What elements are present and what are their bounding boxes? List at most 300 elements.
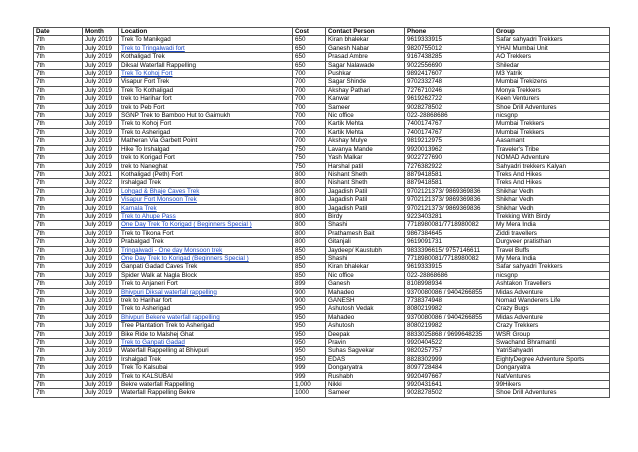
cell-contact-person: Pushkar xyxy=(326,70,405,78)
cell-phone: 8080219982 xyxy=(405,322,494,330)
table-row xyxy=(34,212,610,220)
cell-contact-person: Ganesh Nabar xyxy=(326,44,405,52)
cell-phone: 7718980081/7718980082 xyxy=(405,254,494,262)
cell-location: Irshalgad Trek xyxy=(119,355,293,363)
cell-contact-person: Deepak xyxy=(326,330,405,338)
cell-location: Irshalgad Trek xyxy=(119,179,293,187)
header-month: Month xyxy=(83,28,119,36)
cell-cost: 850 xyxy=(293,271,326,279)
cell-location: trek to Harihar fort xyxy=(119,297,293,305)
cell-phone: 7718980081/7718980082 xyxy=(405,221,494,229)
cell-month: July 2019 xyxy=(83,70,119,78)
cell-date: 7th xyxy=(34,313,83,321)
cell-cost: 950 xyxy=(293,355,326,363)
cell-contact-person: Nishant Sheth xyxy=(326,179,405,187)
cell-month: July 2019 xyxy=(83,103,119,111)
cell-date: 7th xyxy=(34,246,83,254)
cell-location: trek to Peb Fort xyxy=(119,103,293,111)
table-row xyxy=(34,305,610,313)
cell-contact-person: Nic office xyxy=(326,112,405,120)
cell-month: July 2019 xyxy=(83,355,119,363)
cell-cost: 800 xyxy=(293,238,326,246)
cell-phone: 9167438285 xyxy=(405,53,494,61)
cell-contact-person: Gitanjali xyxy=(326,238,405,246)
cell-month: July 2019 xyxy=(83,212,119,220)
cell-phone: 8879418581 xyxy=(405,179,494,187)
table-row xyxy=(34,70,610,78)
cell-cost: 950 xyxy=(293,347,326,355)
cell-phone: 8879418581 xyxy=(405,170,494,178)
cell-phone: 022-28868686 xyxy=(405,112,494,120)
table-row xyxy=(34,372,610,380)
cell-cost: 800 xyxy=(293,196,326,204)
table-row xyxy=(34,112,610,120)
cell-date: 7th xyxy=(34,36,83,44)
cell-month: July 2019 xyxy=(83,389,119,397)
cell-phone: 9619333915 xyxy=(405,263,494,271)
location-link[interactable]: Trek to Tringalwadi fort xyxy=(119,44,293,52)
cell-cost: 700 xyxy=(293,128,326,136)
cell-cost: 950 xyxy=(293,330,326,338)
cell-contact-person: Akshay Mulye xyxy=(326,137,405,145)
cell-contact-person: Nikki xyxy=(326,381,405,389)
location-link[interactable]: Lohgad & Bhaje Caves Trek xyxy=(119,187,293,195)
cell-month: July 2019 xyxy=(83,204,119,212)
cell-cost: 800 xyxy=(293,170,326,178)
location-link[interactable]: Karnala Trek xyxy=(119,204,293,212)
table-row xyxy=(34,339,610,347)
cell-contact-person: Kartik Mehta xyxy=(326,128,405,136)
cell-phone: 9833396615/ 9757146611 xyxy=(405,246,494,254)
cell-date: 7th xyxy=(34,364,83,372)
table-row xyxy=(34,44,610,52)
table-row xyxy=(34,229,610,237)
cell-date: 7th xyxy=(34,53,83,61)
cell-phone: 9619262722 xyxy=(405,95,494,103)
cell-group: AO Trekkers xyxy=(494,53,610,61)
cell-date: 7th xyxy=(34,112,83,120)
cell-month: July 2019 xyxy=(83,238,119,246)
cell-contact-person: Lavanya Mande xyxy=(326,145,405,153)
cell-phone: 7276710246 xyxy=(405,86,494,94)
table-row xyxy=(34,78,610,86)
cell-cost: 800 xyxy=(293,221,326,229)
cell-cost: 850 xyxy=(293,263,326,271)
cell-date: 7th xyxy=(34,355,83,363)
cell-group: WSR Group xyxy=(494,330,610,338)
cell-phone: 9028278502 xyxy=(405,389,494,397)
cell-cost: 800 xyxy=(293,229,326,237)
cell-phone: 9920431641 xyxy=(405,381,494,389)
cell-group: Midas Adventure xyxy=(494,288,610,296)
cell-date: 7th xyxy=(34,280,83,288)
table-row xyxy=(34,313,610,321)
cell-location: trek to Naneghat xyxy=(119,162,293,170)
cell-cost: 700 xyxy=(293,70,326,78)
cell-month: July 2019 xyxy=(83,297,119,305)
cell-phone: 8833025868 / 9699648235 xyxy=(405,330,494,338)
cell-phone: 8828302999 xyxy=(405,355,494,363)
table-row xyxy=(34,145,610,153)
cell-month: July 2019 xyxy=(83,330,119,338)
cell-month: July 2019 xyxy=(83,263,119,271)
cell-contact-person: Kartik Mehta xyxy=(326,120,405,128)
cell-cost: 700 xyxy=(293,78,326,86)
cell-phone: 8097728484 xyxy=(405,364,494,372)
cell-month: July 2019 xyxy=(83,112,119,120)
cell-location: Ganpati Gadad Caves Trek xyxy=(119,263,293,271)
cell-cost: 900 xyxy=(293,297,326,305)
cell-date: 7th xyxy=(34,263,83,271)
cell-month: July 2019 xyxy=(83,221,119,229)
cell-date: 7th xyxy=(34,78,83,86)
cell-location: Matheran Via Garbett Point xyxy=(119,137,293,145)
table-row xyxy=(34,154,610,162)
cell-cost: 700 xyxy=(293,86,326,94)
header-row xyxy=(34,28,610,36)
cell-group: Mumbai Trekkers xyxy=(494,128,610,136)
location-link[interactable]: Bhivpuri Diksal waterfall rappelling xyxy=(119,288,293,296)
cell-group: Crazy Trekkers xyxy=(494,322,610,330)
header-cost: Cost xyxy=(293,28,326,36)
cell-cost: 950 xyxy=(293,313,326,321)
table-row xyxy=(34,389,610,397)
cell-date: 7th xyxy=(34,372,83,380)
cell-month: July 2019 xyxy=(83,246,119,254)
cell-contact-person: Jaydeep/ Kaustubh xyxy=(326,246,405,254)
table-row xyxy=(34,187,610,195)
cell-group: Nomad Wanderers Life xyxy=(494,297,610,305)
cell-contact-person: Sagar Nalawade xyxy=(326,61,405,69)
cell-cost: 750 xyxy=(293,162,326,170)
table-row xyxy=(34,36,610,44)
cell-month: July 2019 xyxy=(83,372,119,380)
table-row xyxy=(34,381,610,389)
cell-group: YatriSahyadri xyxy=(494,347,610,355)
cell-group: Monya Trekkers xyxy=(494,86,610,94)
cell-date: 7th xyxy=(34,154,83,162)
cell-group: Shikhar Vedh xyxy=(494,187,610,195)
location-link[interactable]: Tringalwadi - One day Monsoon trek xyxy=(119,246,293,254)
cell-cost: 650 xyxy=(293,61,326,69)
cell-contact-person: Pravin xyxy=(326,339,405,347)
cell-group: Mumbai Trekkers xyxy=(494,120,610,128)
cell-location: Visapur Fort Trek xyxy=(119,78,293,86)
cell-month: July 2019 xyxy=(83,305,119,313)
cell-month: July 2019 xyxy=(83,162,119,170)
cell-date: 7th xyxy=(34,103,83,111)
cell-contact-person: Akshay Pathari xyxy=(326,86,405,94)
cell-contact-person: Harshal patil xyxy=(326,162,405,170)
cell-date: 7th xyxy=(34,271,83,279)
cell-phone: 9223403281 xyxy=(405,212,494,220)
cell-phone: 8108998934 xyxy=(405,280,494,288)
cell-phone: 9920013962 xyxy=(405,145,494,153)
cell-group: Treks And Hikes xyxy=(494,179,610,187)
cell-date: 7th xyxy=(34,254,83,262)
cell-location: Hike To Irshalgad xyxy=(119,145,293,153)
cell-month: July 2019 xyxy=(83,53,119,61)
cell-location: SGNP Trek to Bamboo Hut to Gaimukh xyxy=(119,112,293,120)
cell-group: Dongaryatra xyxy=(494,364,610,372)
cell-contact-person: Shashi xyxy=(326,254,405,262)
cell-contact-person: Kiran bhalekar xyxy=(326,36,405,44)
cell-contact-person: Rushabh xyxy=(326,372,405,380)
cell-date: 7th xyxy=(34,170,83,178)
cell-phone: 7738374948 xyxy=(405,297,494,305)
table-row xyxy=(34,86,610,94)
cell-group: Midas Adventure xyxy=(494,313,610,321)
cell-month: July 2019 xyxy=(83,322,119,330)
table-row xyxy=(34,263,610,271)
cell-contact-person: Jagadish Patil xyxy=(326,204,405,212)
cell-cost: 950 xyxy=(293,322,326,330)
cell-month: July 2019 xyxy=(83,128,119,136)
table-row xyxy=(34,61,610,69)
cell-phone: 9920404522 xyxy=(405,339,494,347)
trek-schedule-table xyxy=(33,27,610,398)
location-link[interactable]: Trek To Kohoj Fort xyxy=(119,70,293,78)
cell-date: 7th xyxy=(34,196,83,204)
cell-month: July 2019 xyxy=(83,154,119,162)
cell-cost: 750 xyxy=(293,154,326,162)
cell-cost: 650 xyxy=(293,44,326,52)
table-row xyxy=(34,137,610,145)
cell-date: 7th xyxy=(34,347,83,355)
table-row xyxy=(34,238,610,246)
cell-contact-person: Ganesh xyxy=(326,280,405,288)
cell-location: trek to Harihar fort xyxy=(119,95,293,103)
cell-month: July 2019 xyxy=(83,61,119,69)
cell-date: 7th xyxy=(34,389,83,397)
cell-group: Sahyadri trekkers Kalyan xyxy=(494,162,610,170)
table-row xyxy=(34,288,610,296)
location-link[interactable]: One Day Trek to Korigad (Beginners Special ) xyxy=(119,254,293,262)
cell-phone: 7400174767 xyxy=(405,128,494,136)
cell-group: Shikhar Vedh xyxy=(494,196,610,204)
cell-group: Shikhar Vedh xyxy=(494,204,610,212)
cell-date: 7th xyxy=(34,221,83,229)
cell-contact-person: Shashi xyxy=(326,221,405,229)
cell-contact-person: Kiran bhalekar xyxy=(326,263,405,271)
cell-group: nicsgnp xyxy=(494,271,610,279)
cell-group: Trekking With Birdy xyxy=(494,212,610,220)
cell-phone: 9702332748 xyxy=(405,78,494,86)
cell-date: 7th xyxy=(34,229,83,237)
cell-contact-person: Ashutosh Vedak xyxy=(326,305,405,313)
cell-cost: 650 xyxy=(293,53,326,61)
cell-cost: 800 xyxy=(293,204,326,212)
cell-date: 7th xyxy=(34,238,83,246)
cell-phone: 9619333915 xyxy=(405,36,494,44)
cell-date: 7th xyxy=(34,339,83,347)
cell-phone: 9820257757 xyxy=(405,347,494,355)
cell-phone: 9867384645 xyxy=(405,229,494,237)
cell-phone: 9920497667 xyxy=(405,372,494,380)
cell-location: Trek To Kothaligad xyxy=(119,86,293,94)
cell-group: Safar sahyadri Trekkers xyxy=(494,36,610,44)
cell-date: 7th xyxy=(34,179,83,187)
cell-location: Tree Plantation Trek to Asherigad xyxy=(119,322,293,330)
cell-group: Traveler's Tribe xyxy=(494,145,610,153)
cell-location: trek to Korigad Fort xyxy=(119,154,293,162)
cell-cost: 700 xyxy=(293,112,326,120)
cell-month: July 2019 xyxy=(83,196,119,204)
cell-month: July 2019 xyxy=(83,347,119,355)
cell-month: July 2019 xyxy=(83,36,119,44)
cell-cost: 750 xyxy=(293,145,326,153)
table-row xyxy=(34,280,610,288)
cell-date: 7th xyxy=(34,305,83,313)
cell-cost: 650 xyxy=(293,36,326,44)
cell-group: Shoe Drill Adventures xyxy=(494,103,610,111)
table-row xyxy=(34,297,610,305)
cell-month: July 2019 xyxy=(83,78,119,86)
table-row xyxy=(34,204,610,212)
cell-cost: 700 xyxy=(293,103,326,111)
cell-date: 7th xyxy=(34,145,83,153)
cell-location: Trek to Asherigad xyxy=(119,305,293,313)
cell-location: Trek to Anjaneri Fort xyxy=(119,280,293,288)
cell-contact-person: Kanwar xyxy=(326,95,405,103)
header-phone: Phone xyxy=(405,28,494,36)
cell-location: Trek To Manikgad xyxy=(119,36,293,44)
location-link[interactable]: Visapur Fort Monsoon Trek xyxy=(119,196,293,204)
cell-location: Waterfall Rappelling at Bhivpuri xyxy=(119,347,293,355)
cell-month: July 2019 xyxy=(83,254,119,262)
cell-phone: 7400174767 xyxy=(405,120,494,128)
cell-group: EightyDegree Adventure Sports xyxy=(494,355,610,363)
cell-contact-person: Nic office xyxy=(326,271,405,279)
cell-date: 7th xyxy=(34,70,83,78)
cell-cost: 950 xyxy=(293,305,326,313)
location-link[interactable]: One Day Trek To Korigad ( Beginners Special ) xyxy=(119,221,293,229)
cell-group: Safar sahyadri Trekkers xyxy=(494,263,610,271)
cell-date: 7th xyxy=(34,187,83,195)
location-link[interactable]: Bhivpuri Bekere waterfall rappelling xyxy=(119,313,293,321)
table-row xyxy=(34,53,610,61)
cell-date: 7th xyxy=(34,44,83,52)
cell-contact-person: EDAS xyxy=(326,355,405,363)
cell-cost: 900 xyxy=(293,288,326,296)
cell-group: Keen Venturers xyxy=(494,95,610,103)
cell-cost: 700 xyxy=(293,95,326,103)
cell-location: Trek to KALSUBAI xyxy=(119,372,293,380)
cell-cost: 999 xyxy=(293,364,326,372)
cell-month: July 2019 xyxy=(83,95,119,103)
cell-location: Prabalgad Trek xyxy=(119,238,293,246)
cell-cost: 950 xyxy=(293,339,326,347)
cell-group: M3 Yatrik xyxy=(494,70,610,78)
cell-location: Trek to Kohoj Fort xyxy=(119,120,293,128)
cell-phone: 9370080086 / 9404266855 xyxy=(405,288,494,296)
cell-contact-person: Jagadish Patil xyxy=(326,187,405,195)
table-row xyxy=(34,196,610,204)
cell-cost: 1000 xyxy=(293,389,326,397)
table-row xyxy=(34,162,610,170)
cell-location: Spider Walk at Nagla Block xyxy=(119,271,293,279)
cell-contact-person: Suhas Sagvekar xyxy=(326,347,405,355)
cell-date: 7th xyxy=(34,322,83,330)
table-row xyxy=(34,271,610,279)
cell-date: 7th xyxy=(34,128,83,136)
cell-location: Kothaligad Trek xyxy=(119,53,293,61)
cell-month: July 2019 xyxy=(83,280,119,288)
cell-date: 7th xyxy=(34,381,83,389)
cell-group: Travel Buffs xyxy=(494,246,610,254)
table-row xyxy=(34,364,610,372)
cell-group: Swachand Bhramanti xyxy=(494,339,610,347)
cell-month: July 2019 xyxy=(83,381,119,389)
table-row xyxy=(34,254,610,262)
cell-group: My Mera India xyxy=(494,254,610,262)
cell-group: Mumbai Trekizens xyxy=(494,78,610,86)
table-row xyxy=(34,120,610,128)
cell-group: Crazy Bugs xyxy=(494,305,610,313)
table-row xyxy=(34,246,610,254)
location-link[interactable]: Trek to Ganpati Gadad xyxy=(119,339,293,347)
cell-phone: 9022556690 xyxy=(405,61,494,69)
table-row xyxy=(34,179,610,187)
cell-cost: 999 xyxy=(293,372,326,380)
cell-group: My Mera India xyxy=(494,221,610,229)
cell-cost: 700 xyxy=(293,137,326,145)
cell-location: Trek to Asherigad xyxy=(119,128,293,136)
cell-month: July 2019 xyxy=(83,86,119,94)
cell-month: July 2019 xyxy=(83,271,119,279)
cell-cost: 850 xyxy=(293,254,326,262)
cell-location: Bike Ride to Malshej Ghat xyxy=(119,330,293,338)
location-link[interactable]: Trek to Ahupe Pass xyxy=(119,212,293,220)
cell-location: Trek to Tikona Fort xyxy=(119,229,293,237)
cell-month: July 2019 xyxy=(83,313,119,321)
cell-cost: 800 xyxy=(293,187,326,195)
cell-contact-person: GANESH xyxy=(326,297,405,305)
cell-date: 7th xyxy=(34,162,83,170)
cell-contact-person: Birdy xyxy=(326,212,405,220)
cell-group: NatVentures xyxy=(494,372,610,380)
cell-phone: 9820755012 xyxy=(405,44,494,52)
cell-phone: 9702121373/ 9869369836 xyxy=(405,196,494,204)
cell-location: Trek To Kalsubai xyxy=(119,364,293,372)
cell-phone: 9022727690 xyxy=(405,154,494,162)
cell-group: Treks And Hikes xyxy=(494,170,610,178)
cell-month: July 2022 xyxy=(83,179,119,187)
cell-cost: 1,000 xyxy=(293,381,326,389)
cell-phone: 9892417607 xyxy=(405,70,494,78)
cell-phone: 9702121373/ 9869369836 xyxy=(405,204,494,212)
cell-contact-person: Yash Malkar xyxy=(326,154,405,162)
table-row xyxy=(34,347,610,355)
cell-month: July 2019 xyxy=(83,137,119,145)
cell-group: Ziddi travellers xyxy=(494,229,610,237)
cell-phone: 8080219982 xyxy=(405,305,494,313)
cell-cost: 800 xyxy=(293,179,326,187)
cell-contact-person: Sagar Shinde xyxy=(326,78,405,86)
cell-cost: 800 xyxy=(293,212,326,220)
cell-contact-person: Sameer xyxy=(326,103,405,111)
table-row xyxy=(34,128,610,136)
table-row xyxy=(34,95,610,103)
header-location: Location xyxy=(119,28,293,36)
table-row xyxy=(34,170,610,178)
cell-month: July 2019 xyxy=(83,187,119,195)
table-row xyxy=(34,221,610,229)
cell-contact-person: Sameer xyxy=(326,389,405,397)
table-body xyxy=(34,36,610,397)
cell-month: July 2019 xyxy=(83,229,119,237)
cell-date: 7th xyxy=(34,297,83,305)
